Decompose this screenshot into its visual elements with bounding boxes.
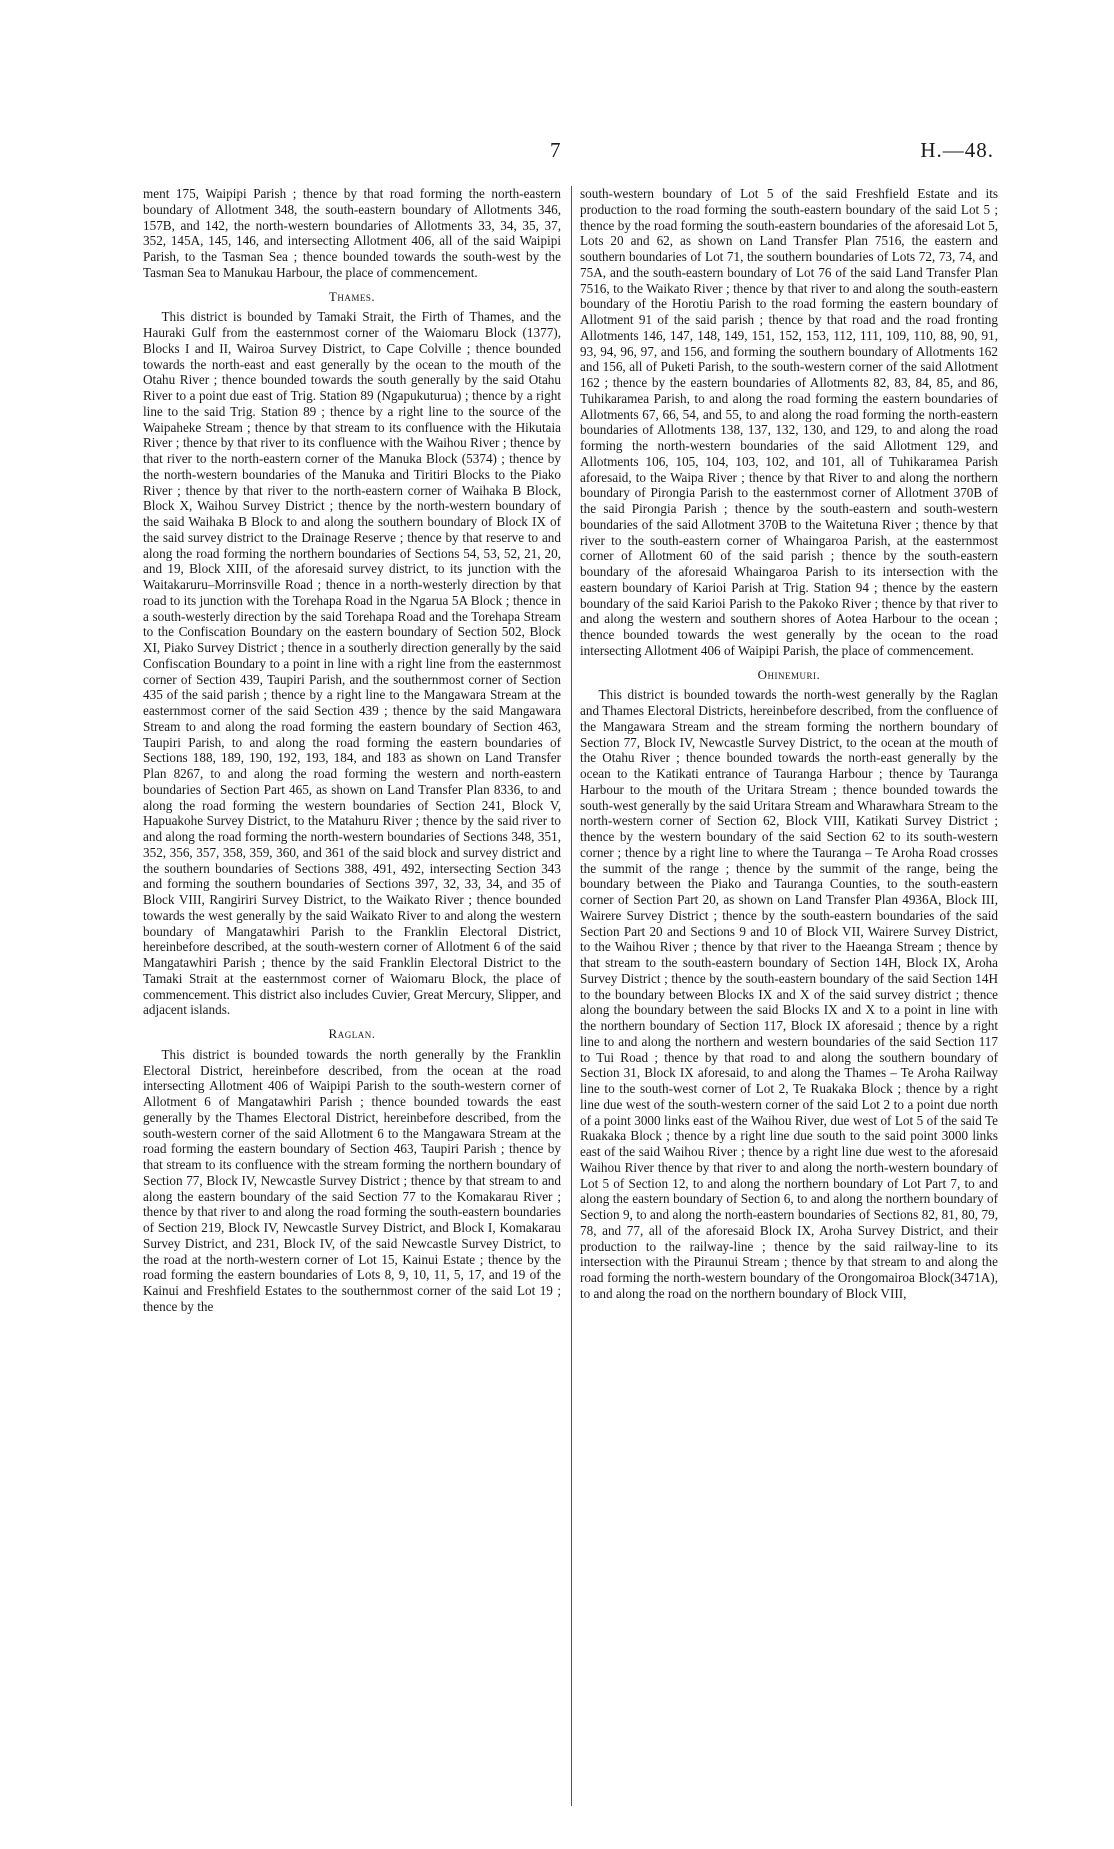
column-divider bbox=[571, 186, 572, 1806]
right-column bbox=[580, 186, 998, 1806]
thames-paragraph: This district is bounded by Tamaki Strait, the Firth of Thames, and the Hauraki Gulf from the easternmost corner of the Waiomaru Block (1377), Blocks I and II, Wairoa Survey District, to Cape Colville ; thence bounded towards the north-east and east generally by the ocean to the mouth of the Otahu River ; thence bounded towards the south generally by the said Otahu River to a point due east of Trig. Station 89 (Ngapukuturua) ; thence by a right line to the said Trig. Station 89 ; thence by a right line to the source of the Waipaheke Stream ; thence by that stream to its confluence with the Hikutaia River ; thence by that river to its confluence with the Waihou River ; thence by that river to the north-eastern corner of the Manuka Block (5374) ; thence by the north-western boundaries of the Manuka and Tiritiri Blocks to the Piako River ; thence by that river to the north-eastern corner of Waihaka B Block, Block X, Waihou Survey District ; thence by the north-western boundary of the said Waihaka B Block to and along the southern boundary of Block IX of the said survey district to the Drainage Reserve ; thence by that reserve to and along the road forming the northern boundaries of Sections 54, 53, 52, 21, 20, and 19, Block XIII, of the aforesaid survey district, to its junction with the Waitakaruru–Morrinsville Road ; thence in a north-westerly direction by that road to its junction with the Torehapa Road in the Ngarua 5A Block ; thence in a south-westerly direction by the said Torehapa Road and the Torehapa Stream to the Confiscation Boundary on the eastern boundary of Section 502, Block XI, Piako Survey District ; thence in a southerly direction generally by the said Confiscation Boundary to a point in line with a right line from the easternmost corner of Section 439, Taupiri Parish, and the southernmost corner of Section 435 of the said parish ; thence by a right line to the Mangawara Stream at the easternmost corner of the said Section 439 ; thence by the said Mangawara Stream to and along the road forming the eastern boundary of Section 463, Taupiri Parish, to and along the road forming the eastern boundaries of Sections 188, 189, 190, 192, 193, 184, and 183 as shown on Land Transfer Plan 8267, to and along the road forming the western and north-eastern boundaries of Section Part 465, as shown on Land Transfer Plan 8336, to and along the road forming the western boundaries of Section 241, Block V, Hapuakohe Survey District, to the Matahuru River ; thence by the said river to and along the road forming the north-western boundaries of Sections 348, 351, 352, 356, 357, 358, 359, 360, and 361 of the said block and survey district and the southern boundaries of Sections 388, 491, 492, intersecting Section 343 and forming the southern boundaries of Sections 397, 32, 33, 34, and 35 of Block VIII, Rangiriri Survey District, to the Waikato River ; thence bounded towards the west generally by the said Waikato River to and along the western boundary of Mangatawhiri Parish to the Franklin Electoral District, hereinbefore described, at the south-western corner of Allotment 6 of the said Mangatawhiri Parish ; thence by the said Franklin Electoral District to the Tamaki Strait at the easternmost corner of Waiomaru Block, the place of commencement. This district also includes Cuvier, Great Mercury, Slipper, and adjacent islands. bbox=[143, 309, 561, 1018]
section-heading-thames: Thames. bbox=[328, 288, 376, 304]
raglan-paragraph: This district is bounded towards the north generally by the Franklin Electoral District, hereinbefore described, from the ocean at the road intersecting Allotment 406 of Waipipi Parish to the south-western corner of Allotment 6 of Mangatawhiri Parish ; thence bounded towards the east generally by the Thames Electoral District, hereinbefore described, from the south-western corner of the said Allotment 6 to the Mangawara Stream at the road forming the eastern boundary of Section 463, Taupiri Parish ; thence by that stream to its confluence with the stream forming the northern boundary of Section 77, Block IV, Newcastle Survey District ; thence by that stream to and along the eastern boundary of the said Section 77 to the Komakarau River ; thence by that river to and along the road forming the south-eastern boundaries of Section 219, Block IV, Newcastle Survey District, and Block I, Komakarau Survey District, and 231, Block IV, of the said Newcastle Survey District, to the road at the north-western corner of Lot 15, Kainui Estate ; thence by the road forming the eastern boundaries of Lots 8, 9, 10, 11, 5, 17, and 19 of the Kainui and Freshfield Estates to the southernmost corner of the said Lot 19 ; thence by the bbox=[143, 1046, 561, 1314]
continued-paragraph: ment 175, Waipipi Parish ; thence by that road forming the north-eastern boundary of Allotment 348, the south-eastern boundary of Allotments 346, 157B, and 142, the north-western boundaries of Allotments 33, 34, 35, 37, 352, 145A, 145, 146, and intersecting Allotment 406, all of the said Waipipi Parish, to the Tasman Sea ; thence bounded towards the south-west by the Tasman Sea to Manukau Harbour, the place of commencement. bbox=[143, 186, 561, 280]
page-number: 7 bbox=[550, 138, 561, 162]
section-heading-raglan: Raglan. bbox=[328, 1026, 376, 1041]
continued-paragraph: south-western boundary of Lot 5 of the said Freshfield Estate and its production to the road forming the south-eastern boundary of the said Lot 5 ; thence by the road forming the south-eastern boundaries of the aforesaid Lot 5, Lots 20 and 62, as shown on Land Transfer Plan 7516, the eastern and southern boundaries of Lot 71, the southern boundaries of Lots 72, 73, 74, and 75A, and the south-eastern boundary of Lot 76 of the said Land Transfer Plan 7516, to the Waikato River ; thence by that river to and along the south-eastern boundary of the Horotiu Parish to the road forming the eastern boundary of Allotment 91 of the said parish ; thence by that road and the road fronting Allotments 146, 147, 148, 149, 151, 152, 153, 112, 111, 109, 110, 88, 90, 91, 93, 94, 96, 97, and 156, and forming the southern boundary of Allotments 162 and 156, all of Puketi Parish, to the south-western corner of the said Allotment 162 ; thence by the eastern boundaries of Allotments 82, 83, 84, 85, and 86, Tuhikaramea Parish, to and along the road forming the eastern boundaries of Allotments 67, 66, 54, and 55, to and along the road forming the north-eastern boundaries of Allotments 138, 137, 132, 130, and 129, to and along the road forming the north-western boundaries of the said Allotment 129, and Allotments 106, 105, 104, 103, 102, and 101, all of Tuhikaramea Parish aforesaid, to the Waipa River ; thence by that River to and along the northern boundary of Pirongia Parish to the easternmost corner of Allotment 370B of the said Pirongia Parish ; thence by the south-eastern and south-western boundaries of the said Allotment 370B to the Waitetuna River ; thence by that river to the south-eastern corner of Whaingaroa Parish, at the easternmost corner of Allotment 60 of the said parish ; thence by the south-eastern boundary of the aforesaid Whaingaroa Parish to its intersection with the eastern boundary of Karioi Parish at Trig. Station 94 ; thence by the eastern boundary of the said Karioi Parish to the Pakoko River ; thence by that river to and along the western and southern shores of Aotea Harbour to the ocean ; thence bounded towards the west generally by the ocean to the road intersecting Allotment 406 of Waipipi Parish, the place of commencement. bbox=[580, 186, 998, 658]
ohinemuri-paragraph: This district is bounded towards the north-west generally by the Raglan and Thames Electoral Districts, hereinbefore described, from the confluence of the Mangawara Stream and the stream forming the northern boundary of Section 77, Block IV, Newcastle Survey District, to the ocean at the mouth of the Otahu River ; thence bounded towards the north-east generally by the ocean to the Katikati entrance of Tauranga Harbour ; thence by Tauranga Harbour to the mouth of the Uritara Stream ; thence bounded towards the south-west generally by the said Uritara Stream and Wharawhara Stream to the north-western corner of Section 62, Block VIII, Katikati Survey District ; thence by the western boundary of the said Section 62 to its south-western corner ; thence by a right line to where the Tauranga – Te Aroha Road crosses the summit of the range ; thence by the summit of the range, being the boundary between the Piako and Tauranga Counties, to the south-eastern corner of Section Part 20, as shown on Land Transfer Plan 4936A, Block III, Wairere Survey District ; thence by the south-eastern boundaries of the said Section Part 20 and Sections 9 and 10 of Block VII, Wairere Survey District, to the Waihou River ; thence by that river to the Haeanga Stream ; thence by that stream to the south-eastern boundary of Section 14H, Block IX, Aroha Survey District ; thence by the south-eastern boundary of the said Section 14H to the boundary between Blocks IX and X of the said survey district ; thence along the boundary between the said Blocks IX and X to a point in line with the northern boundary of Section 117, Block IX aforesaid ; thence by a right line to and along the northern and western boundaries of the said Section 117 to Tui Road ; thence by that road to and along the southern boundary of Section 31, Block IX aforesaid, to and along the Thames – Te Aroha Railway line to the south-west corner of Lot 2, Te Ruakaka Block ; thence by a right line due west of the south-western corner of the said Lot 2 to a point due north of a point 3000 links east of the Waihou River, due west of Lot 5 of the said Te Ruakaka Block ; thence by a right line due south to the said point 3000 links east of the said Waihou River ; thence by a right line due west to the aforesaid Waihou River thence by that river to and along the north-western boundary of Lot 5 of Section 12, to and along the northern boundary of Lot Part 7, to and along the eastern boundary of Section 6, to and along the northern boundary of Section 9, to and along the north-eastern boundaries of Sections 82, 81, 80, 79, 78, and 77, all of the aforesaid Block IX, Aroha Survey District, and their production to the railway-line ; thence by the said railway-line to its intersection with the Piraunui Stream ; thence by that stream to and along the road forming the north-western boundary of the Orongomairoa Block(3471A), to and along the road on the northern boundary of Block VIII, bbox=[580, 687, 998, 1301]
paper-code: H.—48. bbox=[920, 138, 994, 162]
left-column bbox=[143, 186, 561, 1806]
section-heading-ohinemuri: Ohinemuri. bbox=[757, 666, 821, 682]
